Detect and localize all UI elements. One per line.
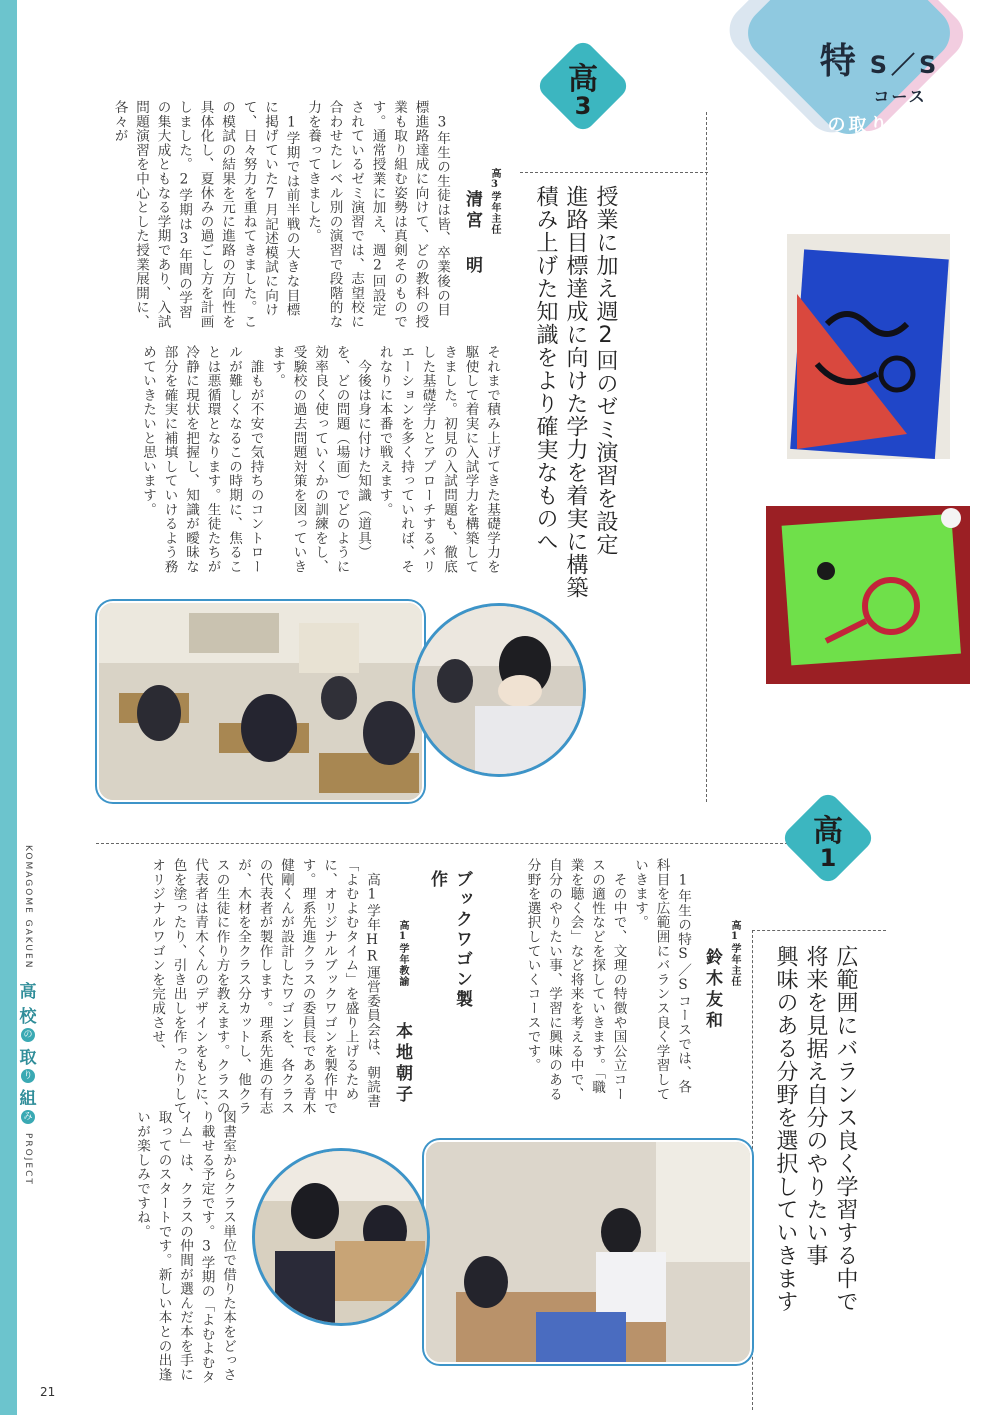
book-wagon-body-lower	[98, 1110, 238, 1390]
book-wagon-body-upper	[92, 858, 382, 1118]
paragraph: 図書室からクラス単位で借りた本をどっさり載せる予定です。3学期の「よむよむタイム」は、クラスの仲間が選んだ本を手に取ってのスタートです。新しい本との出逢いが楽しみですね。	[134, 1110, 236, 1385]
author-role: 高3学年主任	[489, 168, 500, 235]
grade3-number: 3	[574, 92, 592, 120]
grade3-author	[460, 168, 504, 318]
author-role: 高1学年主任	[729, 920, 740, 987]
side-magazine-label	[14, 845, 42, 1285]
page-number: 21	[40, 1385, 56, 1399]
artwork-photo-1	[787, 234, 950, 459]
grade1-kanji: 高	[813, 814, 843, 849]
paragraph: 1学期では前半戦の大きな目標に掲げていた7月記述模試に向けて、日々努力を重ねてきました。この模試の結果を元に進路の方向性を具体化し、夏休みの過ごし方を計画しました。2学期は3年間の学習の集大成ともなる学期であり、入試問題演習を中心とした授業展開に、各々が	[111, 100, 300, 329]
side-logo-char: 組	[19, 1089, 37, 1110]
grade1-headline-line: 将来を見据え自分のやりたい事	[803, 945, 828, 1267]
paragraph: 1年生の特S／Sコースでは、各科目を広範囲にバランス良く学習していきます。	[632, 858, 691, 1102]
side-logo-char: み	[21, 1110, 35, 1124]
grade1-headline-line: 興味のある分野を選択していきます	[773, 945, 798, 1313]
grade3-kanji: 高	[568, 62, 598, 97]
author-name: 清宮 明	[462, 190, 482, 277]
paragraph: 3年生の生徒は皆、卒業後の目標進路達成に向けて、どの教科の授業も取り組む姿勢は真剣そのものです。通常授業に加え、週2回設定されているゼミ演習では、志望校に合わせたレベル別の演習で段階的な力を養ってきました。	[305, 100, 450, 329]
side-logo-char: り	[21, 1069, 35, 1083]
course-badge-text	[790, 33, 970, 143]
grade1-divider	[752, 930, 753, 1410]
paragraph: 高1学年HR運営委員会は、朝読書「よむよむタイム」を盛り上げるために、オリジナルブックワゴンを製作中です。理系先進クラスの委員長である青木健剛くんが設計したワゴンを、各クラスの代表者が製作します。理系先進の有志が、木材を全クラス分カットし、他クラスの生徒に作り方を教えます。クラスの代表者は青木くんのデザインをもとに、色を塗ったり、引き出しを作ったりしてオリジナルワゴンを完成させ、	[149, 858, 380, 1116]
artwork-photo-1-image	[787, 234, 950, 459]
badge-course-label: コース	[873, 87, 927, 106]
author-name: 鈴木友和	[702, 948, 722, 1032]
grade1-marker	[780, 790, 876, 886]
grade3-headline-line: 積み上げた知識をより確実なものへ	[533, 185, 558, 553]
grade3-headline	[530, 185, 620, 605]
paragraph: 誰もが不安で気持ちのコントロールが難しくなるこの時期に、焦ることは悪循環となります。生徒たちが冷静に現状を把握し、知識が曖昧な部分を確実に補填していけるよう務めていきたいと思います。	[140, 345, 264, 574]
grade3-headline-line: 授業に加え週2回のゼミ演習を設定	[593, 185, 618, 556]
paragraph: 今後は身に付けた知識（道具）を、どの問題（場面）でどのように効率良く使っていくかの訓練をし、受験校の過去問題対策を図っていきます。	[269, 345, 371, 574]
side-logo-char: 高	[19, 982, 37, 1003]
paragraph: それまで積み上げてきた基礎学力を駆使して着実に入試学力を構築してきました。初見の入試問題も、徹底した基礎学力とアプローチするバリエーションを多く持っていれば、それなりに本番で戦えます。	[376, 345, 500, 574]
side-logo-char: 取	[19, 1048, 37, 1069]
grade3-body-upper	[92, 100, 452, 330]
grade1-headline	[770, 945, 860, 1375]
side-logo-char: 校	[19, 1007, 37, 1028]
paragraph: その中で、文理の特徴や国公立コースの適性などを探していきます。「職業を聴く会」など将来を考える中で、自分のやりたい事、学習に興味のある分野を選択していくコースです。	[524, 858, 627, 1102]
student-photo-image	[415, 606, 583, 774]
grade1-headline-line: 広範囲にバランス良く学習する中で	[833, 945, 858, 1313]
author-name: 本地朝子	[392, 1022, 412, 1106]
section-divider	[96, 843, 808, 844]
student-photo	[412, 603, 586, 777]
badge-course-name: S／S	[869, 51, 941, 79]
grade3-headline-line: 進路目標達成に向けた学力を着実に構築	[563, 185, 588, 599]
side-logo	[18, 977, 38, 1125]
side-logo-char: の	[21, 1028, 35, 1042]
classroom-photo	[97, 601, 424, 802]
grade3-divider	[706, 112, 707, 802]
artwork-photo-2	[766, 506, 970, 684]
artwork-photo-2-image	[766, 506, 970, 684]
badge-title-char: 特	[819, 41, 856, 82]
classroom-photo-image	[99, 603, 422, 800]
wagon-closeup-photo	[252, 1148, 430, 1326]
grade3-marker	[535, 38, 631, 134]
book-wagon-title: ブックワゴン製作	[427, 870, 472, 1010]
grade1-headline-rule	[752, 930, 886, 931]
book-wagon-author	[390, 920, 415, 1110]
badge-subtitle: の取り組み	[827, 115, 933, 136]
grade1-number: 1	[819, 844, 837, 872]
grade3-headline-rule	[520, 172, 708, 173]
wagon-building-photo	[424, 1140, 752, 1364]
side-label-school: KOMAGOME GAKUEN	[23, 845, 33, 970]
wagon-closeup-photo-image	[255, 1151, 427, 1323]
wagon-building-photo-image	[426, 1142, 750, 1362]
author-role: 高1学年教諭	[397, 920, 408, 987]
side-label-project: PROJECT	[23, 1133, 33, 1187]
grade1-body	[478, 858, 693, 1108]
grade1-author	[700, 920, 744, 1110]
grade3-body-lower	[92, 345, 502, 585]
